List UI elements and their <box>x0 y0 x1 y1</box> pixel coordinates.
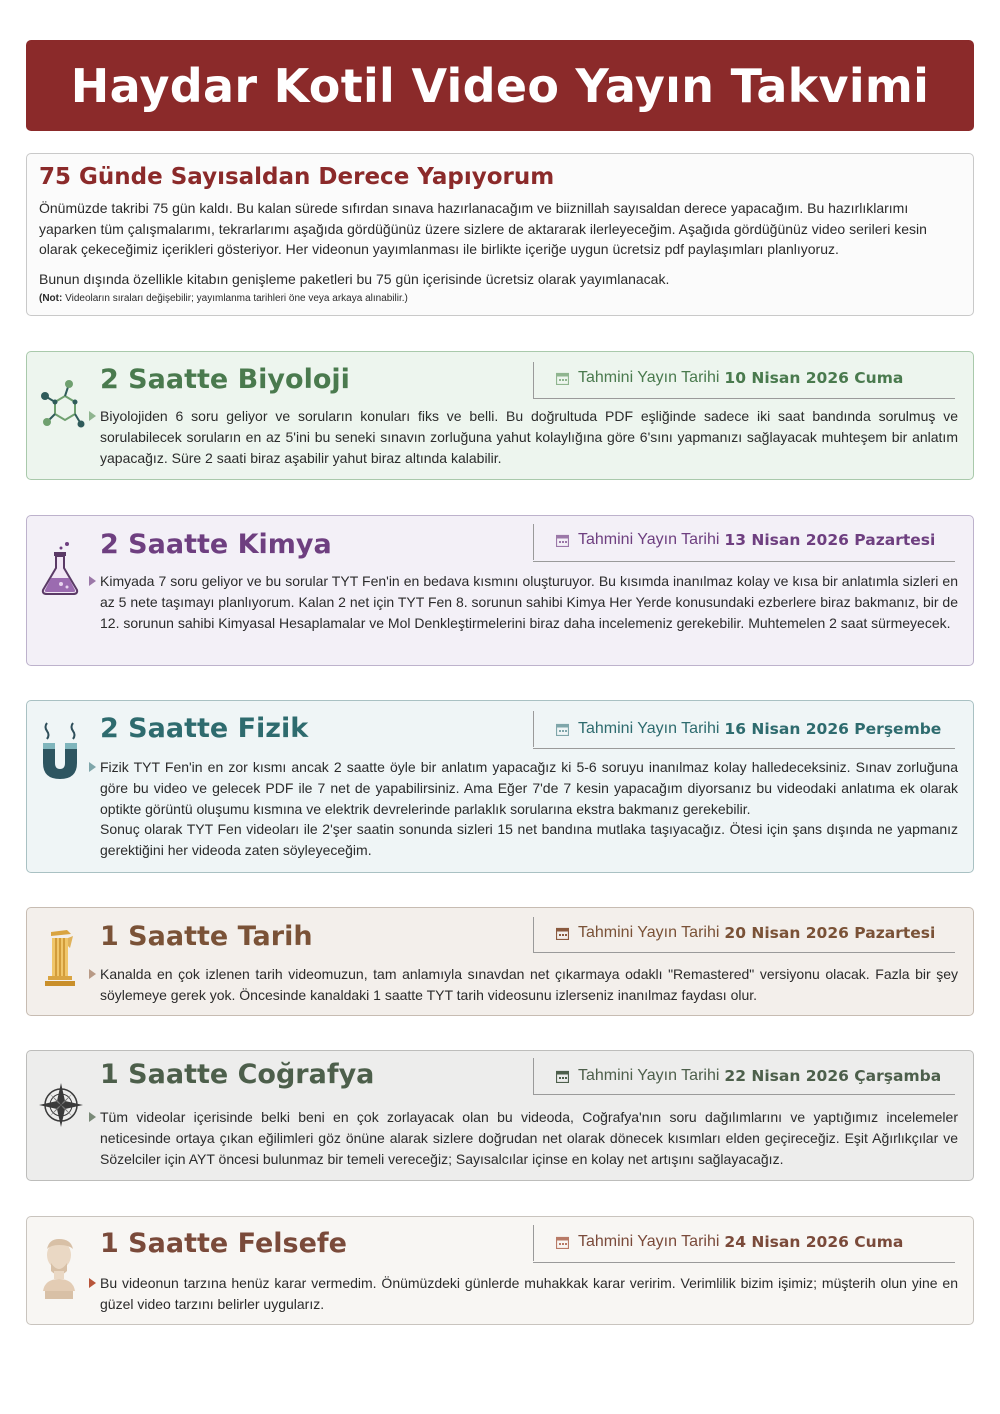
card-description: Tüm videolar içerisinde belki beni en çok zorlayacak olan bu videoda, Coğrafya'nın soru dağılımlarını ve yaptığımız incelemeler neticesinde ortaya çıkan eğilimleri göz önüne alarak sizlere doğrudan net olarak dönecek kısımları elden geçireceğiz. Eşit Ağırlıkçılar ve Sözelciler için AYT öncesi bulunmaz bir temeli vereceğiz; Sayısalcılar içinse en kolay net artışını sağlayacağız. <box>100 1109 958 1167</box>
description-paragraph: Fizik TYT Fen'in en zor kısmı ancak 2 saatte öyle bir anlatım yapacağız ki 5-6 soruyu inanılmaz kolay halledeceksiniz. Sınav zorluğuna göre bu video ve gelecek PDF ile 7 net de yapabilirsiniz. Ama Eğer 7'de 7 kesin yapacağım diyorsanız bu videodaki anlatıma ek olarak optikte görüntü oluşumu kısmına ve elektrik devrelerinde parlaklık sorularına ekstra bakmanız gerekebilir. <box>100 759 958 817</box>
date-label: Tahmini Yayın Tarihi <box>578 924 720 941</box>
release-date: 20 Nisan 2026 Pazartesi <box>724 924 936 942</box>
divider <box>533 362 534 398</box>
release-date: 16 Nisan 2026 Perşembe <box>724 720 942 738</box>
compass-rose-icon <box>37 1073 85 1137</box>
card-title: 1 Saatte Felsefe <box>100 1228 347 1259</box>
date-underline <box>533 748 955 749</box>
divider <box>533 1225 534 1261</box>
card-cografya <box>26 1050 974 1181</box>
calendar-icon <box>556 927 569 940</box>
intro-paragraph: Önümüzde takribi 75 gün kaldı. Bu kalan sürede sıfırdan sınava hazırlanacağım ve biiznillah sayısaldan derece yapacağım. Bu hazırlıklarımı yaparken tüm çalışmalarımı, tekrarlarımı aşağıda gördüğünüz üzere sizlere de aktararak ilerleyeceğim. Aşağıda gördüğünüz video serileri kesin olarak çekeceğimiz içerikleri gösteriyor. Her videonun yayımlanması ile birlikte içeriğe uygun ücretsiz pdf paylaşımları planlıyoruz. <box>39 200 927 257</box>
calendar-icon <box>556 723 569 736</box>
card-biyoloji <box>26 351 974 480</box>
divider <box>533 1058 534 1094</box>
release-date: 10 Nisan 2026 Cuma <box>724 369 904 387</box>
card-title: 2 Saatte Biyoloji <box>100 364 350 395</box>
calendar-icon <box>556 534 569 547</box>
page-title: Haydar Kotil Video Yayın Takvimi <box>70 58 930 113</box>
date-underline <box>533 561 955 562</box>
date-label: Tahmini Yayın Tarihi <box>578 720 720 737</box>
date-underline <box>533 398 955 399</box>
date-label: Tahmini Yayın Tarihi <box>578 1233 720 1250</box>
magnet-icon <box>37 721 85 785</box>
bullet-arrow-icon <box>89 1278 96 1288</box>
date-label: Tahmini Yayın Tarihi <box>578 531 720 548</box>
note-label: (Not: <box>39 293 63 304</box>
date-line <box>556 924 935 942</box>
calendar-icon <box>556 372 569 385</box>
release-date: 13 Nisan 2026 Pazartesi <box>724 531 936 549</box>
date-label: Tahmini Yayın Tarihi <box>578 369 720 386</box>
card-description: Biyolojiden 6 soru geliyor ve soruların konuları fiks ve belli. Bu doğrultuda PDF eşliğinde sadece iki saat bandında sorulmuş ve sorulabilecek soruların en az 5'ini bu seneki sınavın zorluğuna yahut kolaylığına göre 6'sını yapmanızı sağlayacak muhteşem bir anlatım yapacağız. Süre 2 saati biraz aşabilir yahut biraz altında kalabilir. <box>100 408 958 466</box>
date-line <box>556 1067 941 1085</box>
date-underline <box>533 1094 955 1095</box>
card-description <box>100 757 958 861</box>
intro-note <box>39 289 961 310</box>
intro-heading: 75 Günde Sayısaldan Derece Yapıyorum <box>39 164 555 190</box>
calendar-icon <box>556 1070 569 1083</box>
flask-icon <box>37 538 85 602</box>
release-date: 22 Nisan 2026 Çarşamba <box>724 1067 942 1085</box>
card-title: 2 Saatte Fizik <box>100 713 309 744</box>
card-description: Kanalda en çok izlenen tarih videomuzun, tam anlamıyla sınavdan net çıkarmaya odaklı "Remastered" versiyonu olacak. Fazla bir şey söylemeye gerek yok. Öncesinde kanaldaki 1 saatte TYT tarih videosunu izlerseniz inanılmaz faydası olur. <box>100 966 958 1003</box>
date-label: Tahmini Yayın Tarihi <box>578 1067 720 1084</box>
date-underline <box>533 952 955 953</box>
intro-box <box>26 153 974 316</box>
date-line <box>556 1233 903 1251</box>
bust-icon <box>37 1235 85 1307</box>
divider <box>533 524 534 560</box>
bullet-arrow-icon <box>89 576 96 586</box>
date-line <box>556 531 935 549</box>
bullet-arrow-icon <box>89 411 96 421</box>
release-date: 24 Nisan 2026 Cuma <box>724 1233 904 1251</box>
divider <box>533 711 534 747</box>
card-description: Bu videonun tarzına henüz karar vermedim. Önümüzdeki günlerde muhakkak karar veririm. Verimlilik bizim işimiz; müşterih olun yine en güzel video tarzını belirler uygularız. <box>100 1275 958 1312</box>
card-description: Kimyada 7 soru geliyor ve bu sorular TYT Fen'in en bedava kısmını oluşturuyor. Bu kısımda inanılmaz kolay ve kısa bir anlatımla sizleri en az 5 nete taşımayı planlıyorum. Kalan 2 net için TYT Fen 8. sorunun sahibi Kimya Her Yerde konusundaki ezberlere biraz bakmanız, bir de 12. sorunun sahibi Kimyasal Hesaplamalar ve Mol Denkleştirmelerini biraz daha incelemeniz gerekebilir. Muhtemelen 2 saat sürmeyecek. <box>100 573 958 631</box>
card-kimya <box>26 515 974 666</box>
card-fizik <box>26 700 974 873</box>
date-underline <box>533 1262 955 1263</box>
description-paragraph-2: Sonuç olarak TYT Fen videoları ile 2'şer saatin sonunda sizleri 15 net bandına mutlaka taşıyacağız. Ötesi için şans dışında ne yapmanız gerektiğini her videoda zaten söyleyeceğim. <box>100 821 958 859</box>
column-icon <box>37 926 85 990</box>
bullet-arrow-icon <box>89 762 96 772</box>
divider <box>533 917 534 953</box>
card-tarih <box>26 907 974 1016</box>
header-banner <box>26 40 974 131</box>
card-title: 1 Saatte Coğrafya <box>100 1059 375 1090</box>
bullet-arrow-icon <box>89 1112 96 1122</box>
intro-paragraph-2: Bunun dışında özellikle kitabın genişleme paketleri bu 75 gün içerisinde ücretsiz olarak yayımlanacak. <box>39 270 670 287</box>
card-felsefe <box>26 1216 974 1325</box>
note-text: Videoların sıraları değişebilir; yayımlanma tarihleri öne veya arkaya alınabilir.) <box>65 293 408 304</box>
calendar-icon <box>556 1236 569 1249</box>
card-title: 1 Saatte Tarih <box>100 921 313 952</box>
molecule-icon <box>37 374 85 438</box>
date-line <box>556 720 941 738</box>
card-title: 2 Saatte Kimya <box>100 529 332 560</box>
bullet-arrow-icon <box>89 969 96 979</box>
date-line <box>556 369 903 387</box>
